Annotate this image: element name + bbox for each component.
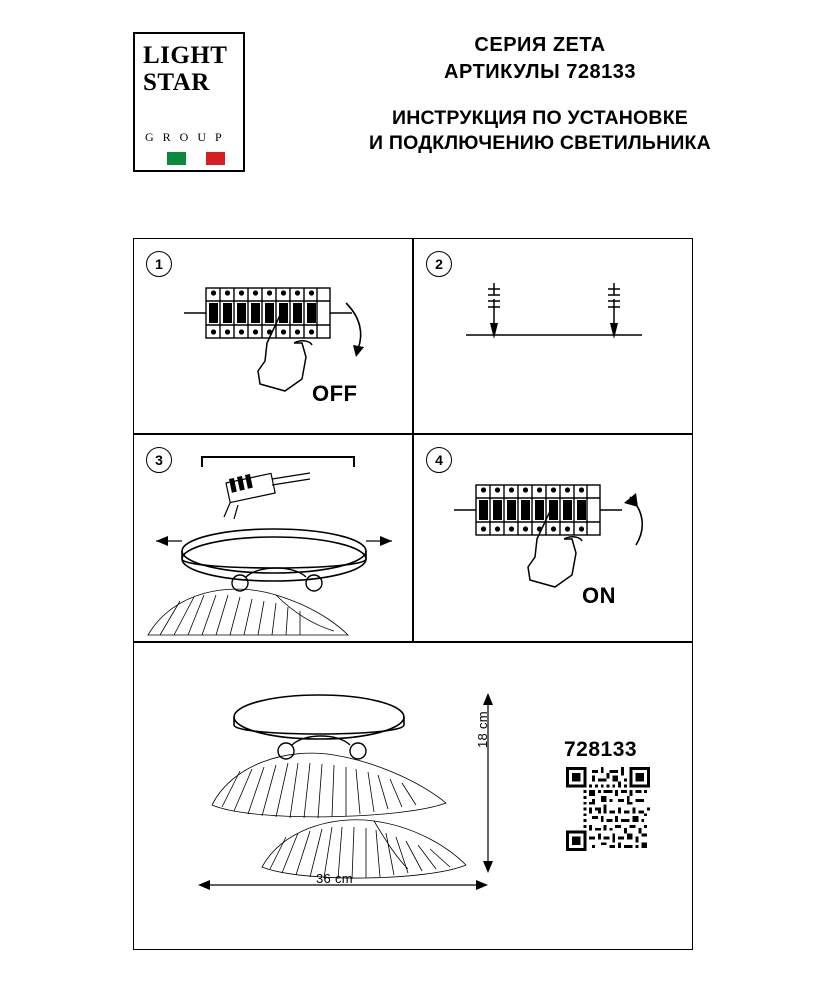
step-panel-1 <box>133 238 413 434</box>
step-panel-3 <box>133 434 413 642</box>
document-header <box>0 20 826 180</box>
brand-logo <box>133 32 245 172</box>
logo-group-text: G R O U P <box>145 130 225 144</box>
width-dimension-label: 36 cm <box>316 871 353 886</box>
logo-line-1: LIGHT <box>143 42 228 69</box>
step-panel-2 <box>413 238 693 434</box>
product-dimensions-panel <box>133 642 693 950</box>
instruction-line-2: И ПОДКЛЮЧЕНИЮ СВЕТИЛЬНИКА <box>369 132 711 154</box>
step-1-off-label: OFF <box>312 381 358 406</box>
step-number-1: 1 <box>146 251 172 277</box>
step-4-on-label: ON <box>582 583 616 608</box>
step-1-illustration <box>134 239 414 435</box>
product-code-label: 728133 <box>564 738 638 761</box>
step-number-2: 2 <box>426 251 452 277</box>
step-2-illustration <box>414 239 694 435</box>
step-4-illustration <box>414 435 694 643</box>
logo-line-2: STAR <box>143 69 210 96</box>
header-titles <box>270 34 810 156</box>
instruction-line-1: ИНСТРУКЦИЯ ПО УСТАНОВКЕ <box>391 107 688 129</box>
step-number-4: 4 <box>426 447 452 473</box>
step-panel-4 <box>413 434 693 642</box>
series-title: СЕРИЯ ZETA <box>474 34 606 56</box>
qr-code <box>566 767 650 851</box>
article-number: АРТИКУЛЫ 728133 <box>444 61 636 83</box>
height-dimension-label: 18 cm <box>475 711 490 748</box>
logo-wordmark <box>143 42 239 96</box>
step-number-3: 3 <box>146 447 172 473</box>
italian-flag-icon <box>167 152 225 165</box>
step-3-illustration <box>134 435 414 643</box>
